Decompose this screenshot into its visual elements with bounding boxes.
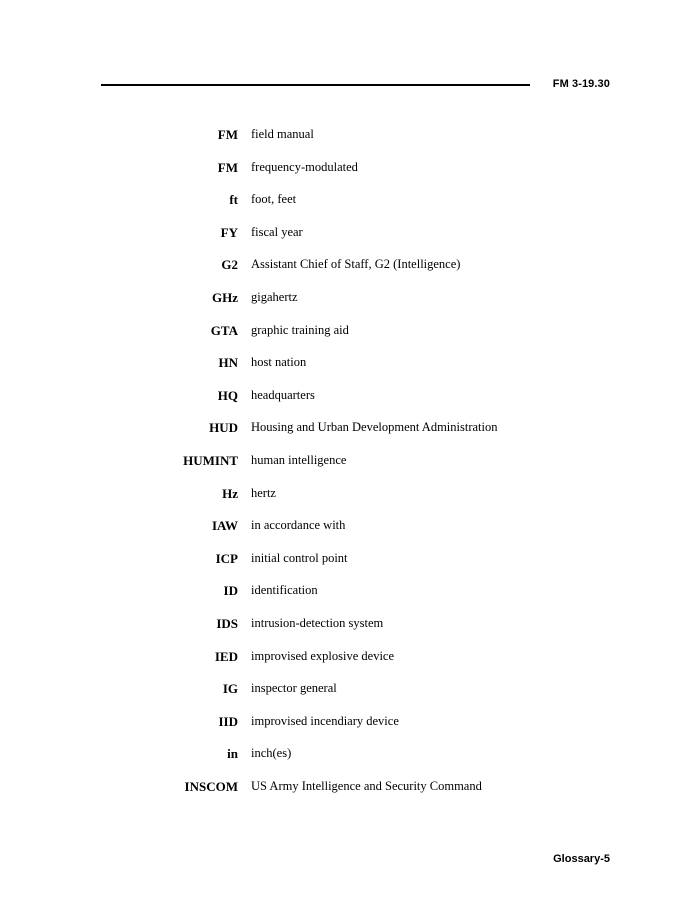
- glossary-entry: [0, 388, 693, 421]
- glossary-term: IED: [214, 648, 238, 664]
- glossary-entry: [0, 746, 693, 779]
- glossary-term: IAW: [211, 518, 238, 534]
- glossary-definition: Housing and Urban Development Administration: [251, 420, 498, 435]
- glossary-entry: [0, 649, 693, 682]
- glossary-list: [0, 127, 693, 811]
- glossary-definition: identification: [251, 583, 318, 598]
- glossary-definition: fiscal year: [251, 224, 303, 239]
- glossary-entry: [0, 453, 693, 486]
- glossary-term: IDS: [216, 615, 238, 631]
- glossary-term: IID: [218, 713, 238, 729]
- glossary-term: ICP: [215, 550, 238, 566]
- glossary-definition: Assistant Chief of Staff, G2 (Intelligence): [251, 257, 461, 272]
- glossary-entry: [0, 518, 693, 551]
- glossary-entry: [0, 290, 693, 323]
- glossary-term: FY: [220, 224, 238, 240]
- glossary-term: in: [227, 746, 238, 762]
- glossary-definition: inch(es): [251, 746, 292, 761]
- glossary-definition: initial control point: [251, 550, 348, 565]
- glossary-entry: [0, 257, 693, 290]
- glossary-term: ID: [223, 583, 238, 599]
- glossary-definition: inspector general: [251, 681, 337, 696]
- glossary-entry: [0, 486, 693, 519]
- glossary-term: HQ: [217, 387, 238, 403]
- glossary-entry: [0, 714, 693, 747]
- glossary-definition: in accordance with: [251, 518, 346, 533]
- glossary-definition: hertz: [251, 485, 276, 500]
- glossary-definition: improvised incendiary device: [251, 713, 399, 728]
- glossary-term: Hz: [222, 485, 238, 501]
- glossary-definition: headquarters: [251, 387, 315, 402]
- glossary-definition: field manual: [251, 127, 314, 141]
- glossary-term: IG: [222, 681, 238, 697]
- glossary-entry: [0, 127, 693, 160]
- glossary-entry: [0, 323, 693, 356]
- glossary-term: G2: [221, 257, 238, 273]
- glossary-entry: [0, 779, 693, 812]
- glossary-definition: frequency-modulated: [251, 159, 358, 174]
- glossary-definition: intrusion-detection system: [251, 615, 384, 630]
- glossary-term: ft: [229, 192, 238, 208]
- glossary-definition: US Army Intelligence and Security Command: [251, 778, 482, 793]
- glossary-entry: [0, 681, 693, 714]
- glossary-term: INSCOM: [184, 778, 238, 794]
- page-number: Glossary-5: [553, 853, 610, 865]
- glossary-term: FM: [217, 159, 238, 175]
- glossary-definition: gigahertz: [251, 289, 298, 304]
- glossary-definition: foot, feet: [251, 192, 297, 207]
- glossary-entry: [0, 616, 693, 649]
- glossary-term: FM: [217, 127, 238, 142]
- glossary-entry: [0, 160, 693, 193]
- glossary-entry: [0, 420, 693, 453]
- glossary-term: GHz: [212, 289, 238, 305]
- glossary-term: GTA: [210, 322, 238, 338]
- glossary-definition: host nation: [251, 355, 307, 370]
- glossary-entry: [0, 225, 693, 258]
- glossary-term: HUD: [209, 420, 238, 436]
- glossary-entry: [0, 355, 693, 388]
- glossary-definition: graphic training aid: [251, 322, 349, 337]
- document-id: FM 3-19.30: [552, 78, 610, 90]
- glossary-entry: [0, 192, 693, 225]
- glossary-entry: [0, 583, 693, 616]
- glossary-definition: improvised explosive device: [251, 648, 395, 663]
- header-rule: [101, 84, 530, 86]
- glossary-term: HUMINT: [183, 452, 238, 468]
- glossary-entry: [0, 551, 693, 584]
- glossary-definition: human intelligence: [251, 452, 347, 467]
- glossary-term: HN: [218, 355, 238, 371]
